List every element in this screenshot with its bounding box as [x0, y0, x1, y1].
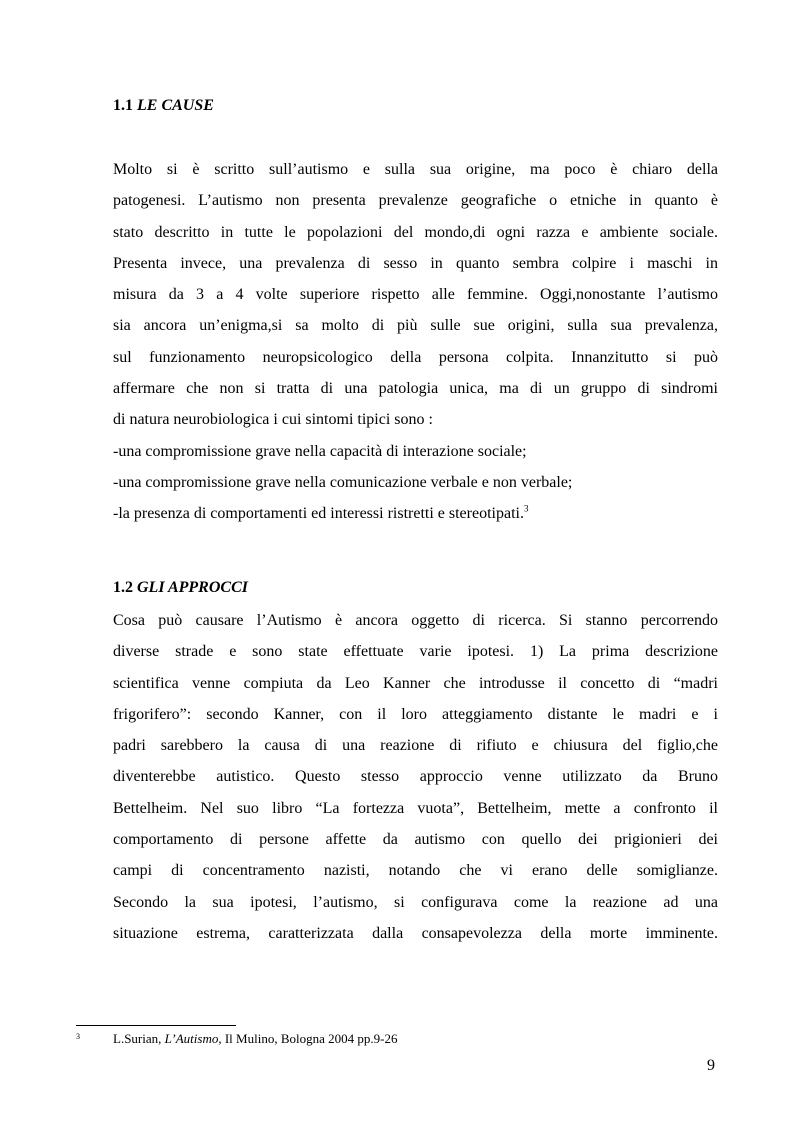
- list-item-last: [113, 498, 718, 529]
- text-line: misura da 3 a 4 volte superiore rispetto alle femmine. Oggi,nonostante l’autismo: [113, 286, 718, 304]
- text-line: campi di concentramento nazisti, notando che vi erano delle somiglianze.: [113, 862, 718, 880]
- section-number: 1.1: [113, 97, 133, 114]
- text-line: scientifica venne compiuta da Leo Kanner che introdusse il concetto di “madri: [113, 674, 718, 692]
- list-item: -una compromissione grave nella capacità di interazione sociale;: [113, 442, 527, 460]
- text-line: diventerebbe autistico. Questo stesso approccio venne utilizzato da Bruno: [113, 768, 718, 786]
- footnote-mark: 3: [76, 1032, 80, 1041]
- text-line: sia ancora un’enigma,si sa molto di più sulle sue origini, sulla sua prevalenza,: [113, 317, 718, 335]
- text-line: sul funzionamento neuropsicologico della persona colpita. Innanzitutto si può: [113, 348, 718, 366]
- text-line: Molto si è scritto sull’autismo e sulla sua origine, ma poco è chiaro della: [113, 161, 718, 178]
- text-line: Cosa può causare l’Autismo è ancora oggetto di ricerca. Si stanno percorrendo: [113, 612, 718, 629]
- section-title: GLI APPROCCI: [137, 579, 248, 596]
- text-line: Secondo la sua ipotesi, l’autismo, si configurava come la reazione ad una: [113, 893, 718, 911]
- footnote: [76, 1031, 397, 1047]
- text-line: comportamento di persone affette da autismo con quello dei prigionieri dei: [113, 831, 718, 849]
- footnote-book-title: L’Autismo,: [164, 1031, 222, 1046]
- footnote-separator: [76, 1025, 236, 1026]
- text-line: Bettelheim. Nel suo libro “La fortezza vuota”, Bettelheim, mette a confronto il: [113, 799, 718, 817]
- section-title: LE CAUSE: [137, 97, 214, 114]
- page-number: 9: [707, 1057, 715, 1074]
- text-line: diverse strade e sono state effettuate varie ipotesi. 1) La prima descrizione: [113, 643, 718, 661]
- list-item-text: -la presenza di comportamenti ed interessi ristretti e stereotipati.: [113, 505, 524, 523]
- footnote-reference[interactable]: 3: [523, 503, 529, 514]
- text-line: situazione estrema, caratterizzata dalla consapevolezza della morte imminente.: [113, 924, 718, 942]
- paragraph-approcci: [113, 605, 718, 949]
- footnote-author: L.Surian,: [113, 1031, 165, 1046]
- section-heading-2: [113, 578, 248, 598]
- paragraph-cause: [113, 154, 718, 530]
- text-line: patogenesi. L’autismo non presenta prevalenze geografiche o etniche in quanto è: [113, 192, 718, 210]
- text-line: frigorifero”: secondo Kanner, con il loro atteggiamento distante le madri e i: [113, 705, 718, 723]
- section-heading-1: [113, 96, 214, 116]
- text-line: padri sarebbero la causa di una reazione di rifiuto e chiusura del figlio,che: [113, 737, 718, 755]
- text-line: stato descritto in tutte le popolazioni del mondo,di ogni razza e ambiente sociale.: [113, 223, 718, 241]
- section-number: 1.2: [113, 579, 133, 596]
- text-line: Presenta invece, una prevalenza di sesso in quanto sembra colpire i maschi in: [113, 254, 718, 272]
- text-line: affermare che non si tratta di una patologia unica, ma di un gruppo di sindromi: [113, 380, 718, 398]
- footnote-publication: Il Mulino, Bologna 2004 pp.9-26: [221, 1031, 398, 1046]
- text-line: di natura neurobiologica i cui sintomi tipici sono :: [113, 411, 433, 429]
- list-item: -una compromissione grave nella comunicazione verbale e non verbale;: [113, 473, 573, 491]
